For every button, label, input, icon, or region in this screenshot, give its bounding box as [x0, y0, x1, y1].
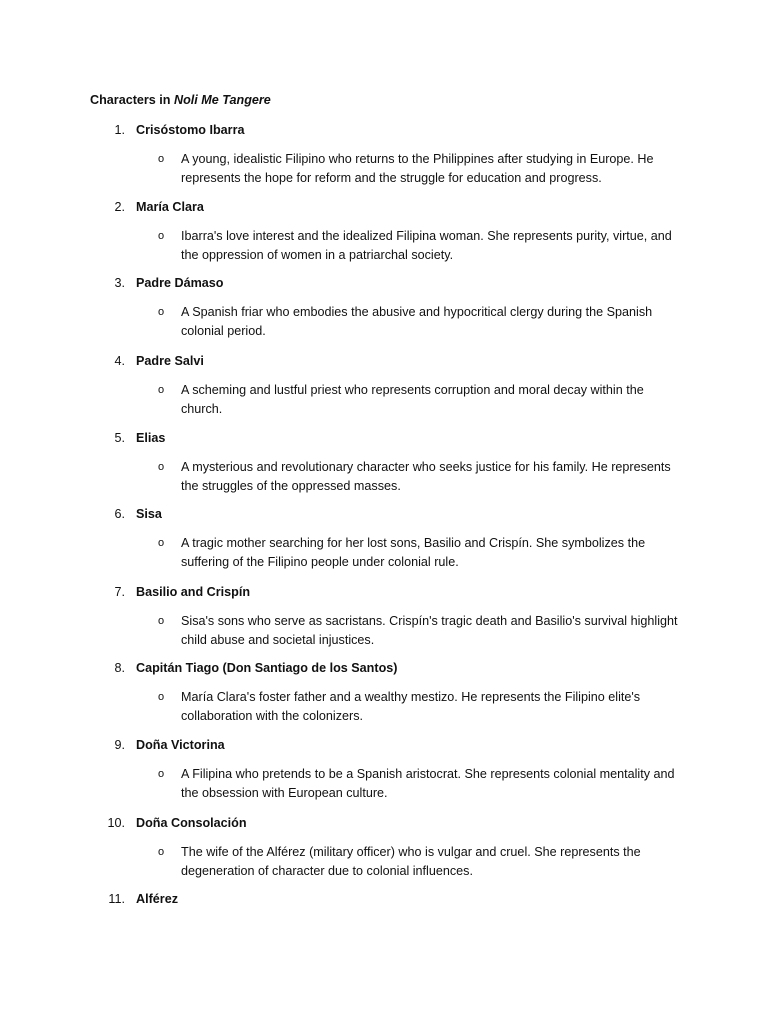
- item-number: 10.: [107, 816, 125, 830]
- character-name: Doña Victorina: [136, 738, 225, 752]
- title-prefix: Characters in: [90, 93, 174, 107]
- character-description: Sisa's sons who serve as sacristans. Crispín's tragic death and Basilio's survival highlight child abuse and societal injustices.: [181, 614, 678, 647]
- sub-bullet: o: [158, 153, 165, 165]
- item-number: 2.: [114, 200, 125, 214]
- item-number: 1.: [114, 123, 125, 137]
- sub-bullet: o: [158, 537, 165, 549]
- sub-bullet: o: [158, 384, 165, 396]
- character-name: María Clara: [136, 200, 204, 214]
- title-italic: Noli Me Tangere: [174, 93, 271, 107]
- character-description: A young, idealistic Filipino who returns to the Philippines after studying in Europe. He represents the hope for reform and the struggle for education and progress.: [181, 152, 654, 185]
- character-name: Crisóstomo Ibarra: [136, 123, 245, 137]
- character-name: Basilio and Crispín: [136, 585, 251, 599]
- document-title: [90, 91, 271, 110]
- character-name: Sisa: [136, 507, 162, 521]
- character-description: María Clara's foster father and a wealthy mestizo. He represents the Filipino elite's collaboration with the colonizers.: [181, 690, 641, 723]
- sub-bullet: o: [158, 768, 165, 780]
- character-description: A mysterious and revolutionary character who seeks justice for his family. He represents the struggles of the oppressed masses.: [181, 460, 671, 493]
- character-description: A Spanish friar who embodies the abusive and hypocritical clergy during the Spanish colonial period.: [181, 305, 653, 338]
- item-number: 7.: [114, 585, 125, 599]
- item-number: 9.: [114, 738, 125, 752]
- character-description: A tragic mother searching for her lost sons, Basilio and Crispín. She symbolizes the suffering of the Filipino people under colonial rule.: [181, 536, 646, 569]
- item-number: 8.: [114, 661, 125, 675]
- sub-bullet: o: [158, 230, 165, 242]
- item-number: 5.: [114, 431, 125, 445]
- item-number: 3.: [114, 276, 125, 290]
- character-name: Elias: [136, 431, 166, 445]
- sub-bullet: o: [158, 691, 165, 703]
- sub-bullet: o: [158, 461, 165, 473]
- item-number: 4.: [114, 354, 125, 368]
- sub-bullet: o: [158, 846, 165, 858]
- character-description: Ibarra's love interest and the idealized Filipina woman. She represents purity, virtue, and the oppression of women in a patriarchal society.: [181, 229, 672, 262]
- item-number: 6.: [114, 507, 125, 521]
- item-number: 11.: [108, 892, 125, 906]
- sub-bullet: o: [158, 306, 165, 318]
- character-description: A Filipina who pretends to be a Spanish aristocrat. She represents colonial mentality and the obsession with European culture.: [181, 767, 675, 800]
- character-description: The wife of the Alférez (military officer) who is vulgar and cruel. She represents the degeneration of character due to colonial influences.: [181, 845, 641, 878]
- character-name: Padre Dámaso: [136, 276, 224, 290]
- character-name: Alférez: [136, 892, 178, 906]
- character-description: A scheming and lustful priest who represents corruption and moral decay within the church.: [181, 383, 644, 416]
- character-name: Padre Salvi: [136, 354, 204, 368]
- character-name: Doña Consolación: [136, 816, 247, 830]
- character-name: Capitán Tiago (Don Santiago de los Santos): [136, 661, 398, 675]
- sub-bullet: o: [158, 615, 165, 627]
